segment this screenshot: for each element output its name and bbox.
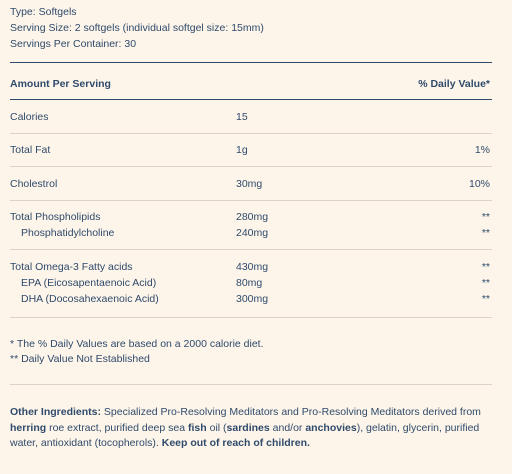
serving-size-line: Serving Size: 2 softgels (individual softgel size: 15mm) [10, 22, 264, 34]
row-name: EPA (Eicosapentaenoic Acid) [21, 277, 157, 289]
product-meta [10, 4, 264, 52]
row-dv: ** [481, 277, 490, 289]
daily-value-header: % Daily Value* [418, 78, 490, 90]
row-dv: ** [481, 227, 490, 239]
row-amount: 30mg [236, 178, 263, 190]
type-line: Type: Softgels [10, 6, 77, 18]
row-amount: 1g [236, 144, 248, 156]
row-name: Phosphatidylcholine [21, 227, 115, 239]
ingredients-label: Other Ingredients: [10, 406, 102, 418]
ingredients-text: roe extract, purified deep sea [46, 421, 189, 434]
row-divider [10, 249, 492, 250]
ingredients-text: oil ( [206, 421, 227, 434]
row-name: Total Omega-3 Fatty acids [10, 261, 133, 273]
row-amount: 80mg [236, 277, 263, 289]
row-divider [10, 317, 492, 318]
footnote-divider [10, 384, 492, 385]
row-amount: 15 [236, 111, 248, 123]
row-amount: 300mg [236, 293, 269, 305]
row-amount: 240mg [236, 227, 269, 239]
row-name: Total Phospholipids [10, 211, 101, 223]
ingredient-fish: fish [188, 421, 207, 434]
row-dv: 10% [468, 178, 490, 190]
row-divider [10, 166, 492, 167]
ingredient-anchovies: anchovies [305, 421, 357, 434]
ingredients-text: Specialized Pro-Resolving Meditators and Pro-Resolving Meditators derived from [101, 406, 481, 418]
row-name: Calories [10, 111, 49, 123]
footnote-not-established: ** Daily Value Not Established [10, 353, 150, 365]
row-name: Cholestrol [10, 178, 58, 190]
row-divider [10, 200, 492, 201]
top-rule [10, 62, 492, 63]
row-name: Total Fat [10, 144, 51, 156]
row-amount: 280mg [236, 211, 269, 223]
other-ingredients [10, 405, 498, 452]
ingredient-sardines: sardines [226, 421, 270, 434]
row-divider [10, 133, 492, 134]
row-dv: 1% [474, 144, 490, 156]
row-dv: ** [481, 261, 490, 273]
amount-per-serving-header: Amount Per Serving [10, 78, 111, 90]
row-amount: 430mg [236, 261, 269, 273]
footnotes [10, 337, 264, 367]
row-dv: ** [481, 293, 490, 305]
header-rule [10, 99, 492, 100]
footnote-daily-values: * The % Daily Values are based on a 2000 calorie diet. [10, 338, 264, 350]
row-dv: ** [481, 211, 490, 223]
children-warning: Keep out of reach of children. [161, 437, 310, 449]
ingredients-text: ), gelatin, glycerin, purified water, antioxidant (tocopherols). [10, 421, 480, 449]
row-name: DHA (Docosahexaenoic Acid) [21, 293, 159, 305]
servings-per-container-line: Servings Per Container: 30 [10, 38, 137, 50]
ingredients-text: and/or [269, 421, 306, 434]
ingredient-herring: herring [10, 421, 47, 434]
